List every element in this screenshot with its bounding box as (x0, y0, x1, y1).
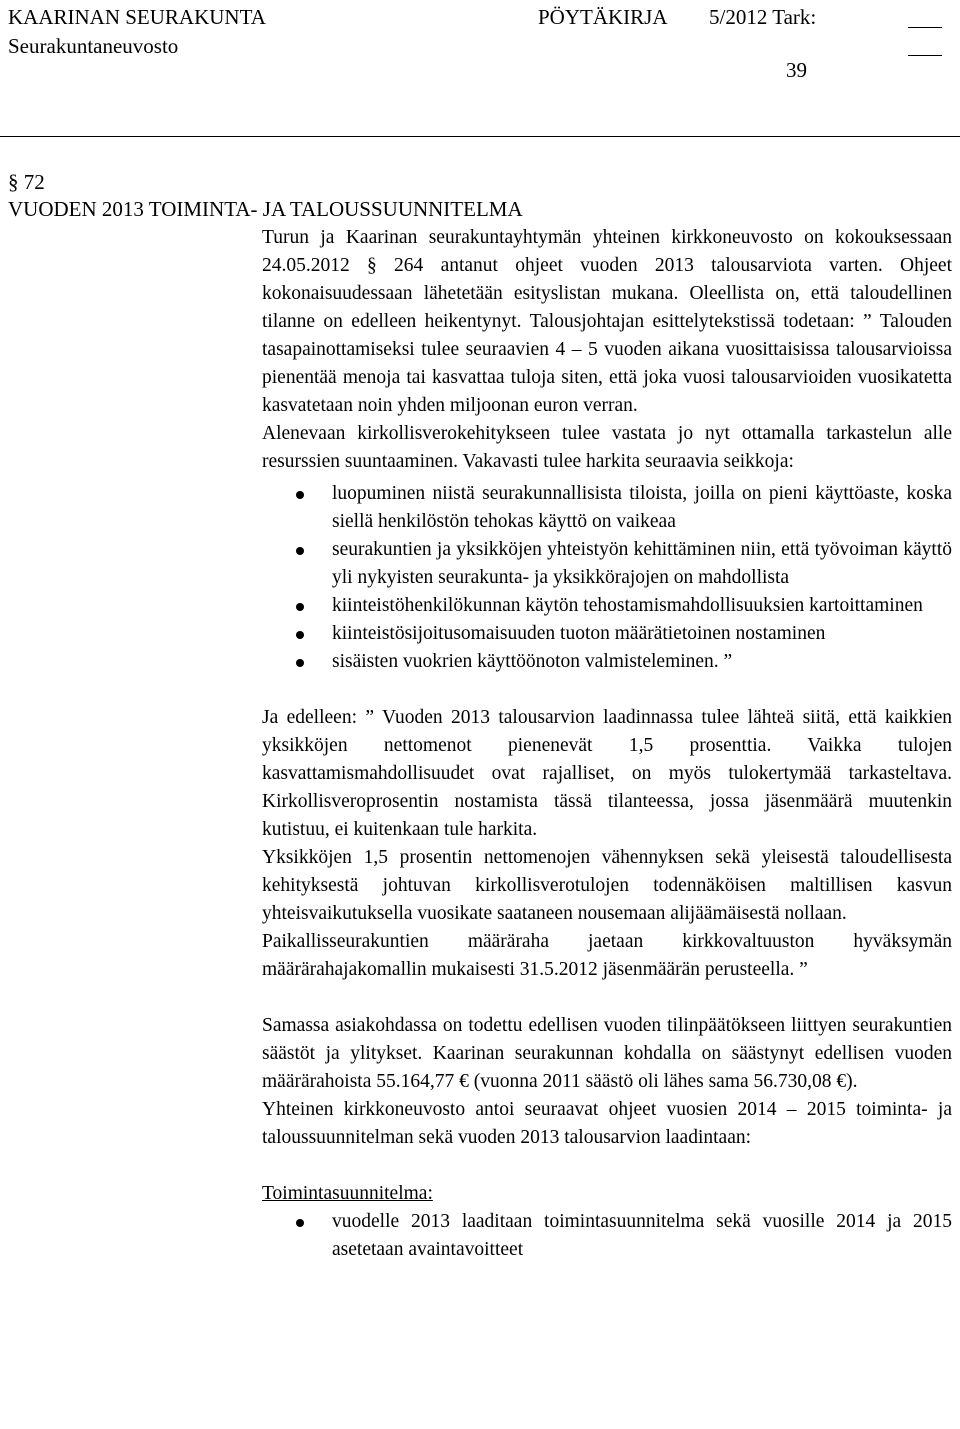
subheading (262, 1180, 952, 1208)
paragraph: Turun ja Kaarinan seurakuntayhtymän yhteinen kirkkoneuvosto on kokouksessaan 24.05.2012 § 264 antanut ohjeet vuoden 2013 talousarviota varten. Ohjeet kokonaisuudessaan lähetetään esityslistan mukana. Oleellista on, että taloudellinen tilanne on edelleen heikentynyt. Talousjohtajan esittelytekstissä todetaan: ” Talouden tasapainottamiseksi tulee seuraavien 4 – 5 vuoden aikana vuosittaisissa talousarvioissa pienentää menoja tai kasvattaa tuloja siten, että joka vuosi talousarvioiden vuosikatetta kasvatetaan noin yhden miljoonan euron verran. (262, 227, 952, 416)
paragraph: Samassa asiakohdassa on todettu edellisen vuoden tilinpäätökseen liittyen seurakuntien säästöt ja ylitykset. Kaarinan seurakunnan kohdalla on säästynyt edellisen vuoden määrärahoista 55.164,77 € (vuonna 2011 säästö oli lähes sama 56.730,08 €). (262, 1015, 952, 1092)
page-number: 39 (786, 58, 807, 82)
header-divider (0, 136, 960, 137)
blank-line (908, 27, 942, 28)
list-item: sisäisten vuokrien käyttöönoton valmisteleminen. ” (262, 648, 952, 676)
document-type: PÖYTÄKIRJA (538, 5, 668, 29)
list-item: seurakuntien ja yksikköjen yhteistyön kehittäminen niin, että työvoiman käyttö yli nykyisten seurakunta- ja yksikkörajojen on mahdollista (262, 536, 952, 592)
list-item: kiinteistösijoitusomaisuuden tuoton määrätietoinen nostaminen (262, 620, 952, 648)
section-body (262, 224, 952, 1264)
subheading-text: Toimintasuunnitelma: (262, 1183, 433, 1204)
paragraph: Alenevaan kirkollisverokehitykseen tulee vastata jo nyt ottamalla tarkastelun alle resurssien suuntaaminen. Vakavasti tulee harkita seuraavia seikkoja: (262, 423, 952, 472)
paragraph: Ja edelleen: ” Vuoden 2013 talousarvion laadinnassa tulee lähteä siitä, että kaikkien yksikköjen nettomenot pienenevät 1,5 prosenttia. Vaikka tulojen kasvattamismahdollisuudet ovat rajalliset, on myös tulokertymää tarkasteltava. Kirkollisveroprosentin nostamista tässä tilanteessa, jossa jäsenmäärä muutenkin kutistuu, ei kuitenkaan tule harkita. (262, 707, 952, 840)
paragraph: Yksikköjen 1,5 prosentin nettomenojen vähennyksen sekä yleisestä taloudellisesta kehityksestä johtuvan kirkollisverotulojen todennäköisen maltillisen kasvun yhteisvaikutuksella vuosikate saataneen nousemaan alijäämäisestä nollaan. (262, 847, 952, 924)
bullet-list (262, 480, 952, 676)
list-item: vuodelle 2013 laaditaan toimintasuunnitelma sekä vuosille 2014 ja 2015 asetetaan avaintavoitteet (262, 1208, 952, 1264)
organization-name: KAARINAN SEURAKUNTA (8, 5, 266, 29)
document-number: 5/2012 Tark: (709, 5, 817, 29)
blank-line (908, 55, 942, 56)
section-number: § 72 (8, 170, 45, 194)
list-item: kiinteistöhenkilökunnan käytön tehostamismahdollisuuksien kartoittaminen (262, 592, 952, 620)
section-title: VUODEN 2013 TOIMINTA- JA TALOUSSUUNNITELMA (8, 197, 523, 221)
list-item: luopuminen niistä seurakunnallisista tiloista, joilla on pieni käyttöaste, koska siellä henkilöstön tehokas käyttö on vaikeaa (262, 480, 952, 536)
plan-bullet-list (262, 1208, 952, 1264)
paragraph: Paikallisseurakuntien määräraha jaetaan kirkkovaltuuston hyväksymän määrärahajakomallin mukaisesti 31.5.2012 jäsenmäärän perusteella. ” (262, 931, 952, 980)
body-name: Seurakuntaneuvosto (8, 34, 179, 58)
paragraph: Yhteinen kirkkoneuvosto antoi seuraavat ohjeet vuosien 2014 – 2015 toiminta- ja taloussuunnitelman sekä vuoden 2013 talousarvion laadintaan: (262, 1099, 952, 1148)
